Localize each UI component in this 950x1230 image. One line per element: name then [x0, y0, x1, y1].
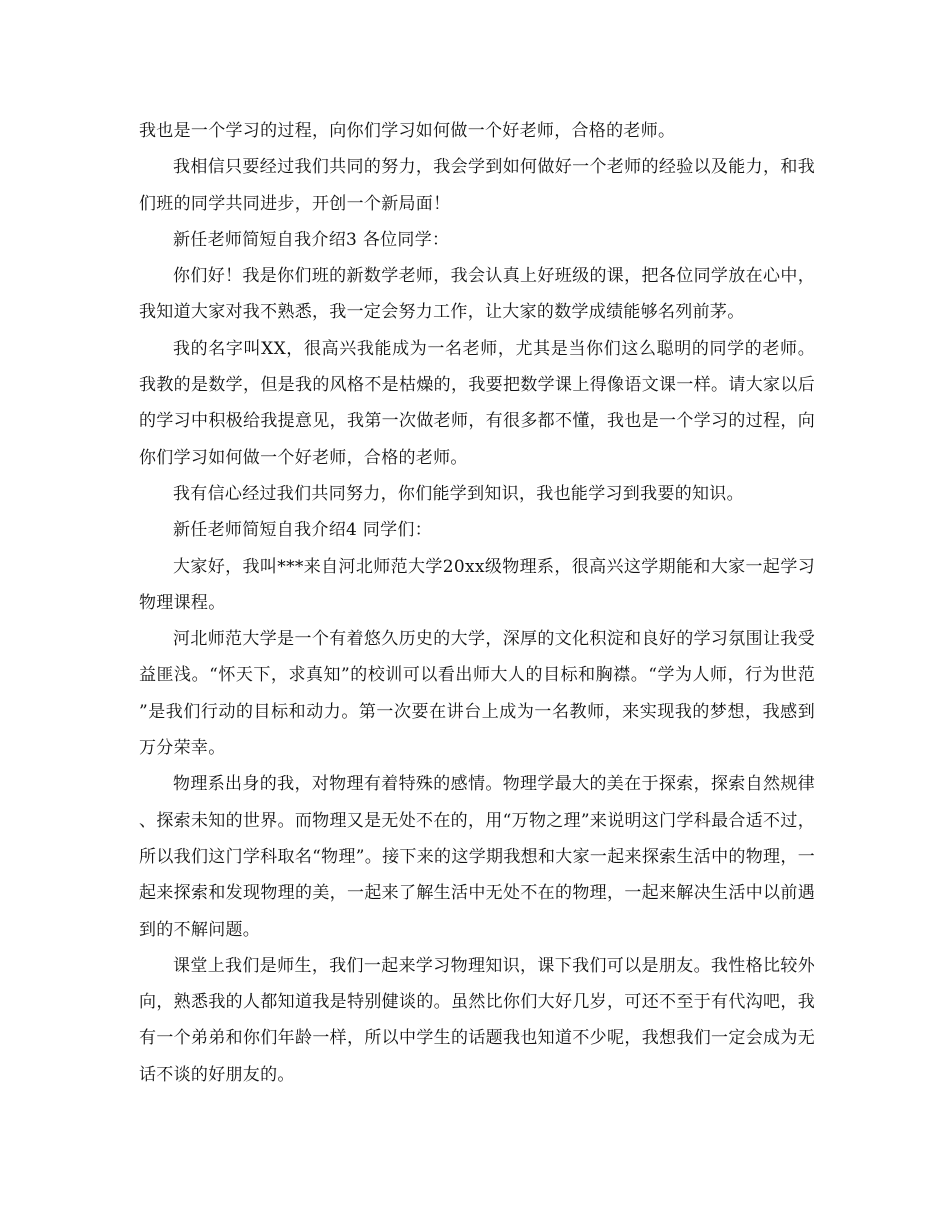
paragraph-11: 课堂上我们是师生，我们一起来学习物理知识，课下我们可以是朋友。我性格比较外向，熟悉我的人都知道我是特别健谈的。虽然比你们大好几岁，可还不至于有代沟吧，我有一个弟弟和你们年龄一样，所以中学生的话题我也知道不少呢，我想我们一定会成为无话不谈的好朋友的。 [139, 955, 815, 1085]
paragraph-2: 我相信只要经过我们共同的努力，我会学到如何做好一个老师的经验以及能力，和我们班的同学共同进步，开创一个新局面！ [139, 157, 815, 214]
paragraph-10: 物理系出身的我，对物理有着特殊的感情。物理学最大的美在于探索，探索自然规律、探索未知的世界。而物理又是无处不在的，用“万物之理”来说明这门学科最合适不过，所以我们这门学科取名“物理”。接下来的这学期我想和大家一起来探索生活中的物理，一起来探索和发现物理的美，一起来了解生活中无处不在的物理，一起来解决生活中以前遇到的不解问题。 [139, 774, 815, 940]
document-body [139, 113, 815, 1093]
paragraph-6: 我有信心经过我们共同努力，你们能学到知识，我也能学习到我要的知识。 [173, 483, 744, 504]
paragraph-1: 我也是一个学习的过程，向你们学习如何做一个好老师，合格的老师。 [139, 121, 676, 141]
section-heading-3: 新任老师简短自我介绍3 各位同学： [173, 229, 450, 250]
section-heading-4: 新任老师简短自我介绍4 同学们： [173, 520, 433, 541]
paragraph-5: 我的名字叫XX，很高兴我能成为一名老师，尤其是当你们这么聪明的同学的老师。我教的是数学，但是我的风格不是枯燥的，我要把数学课上得像语文课一样。请大家以后的学习中积极给我提意见，我第一次做老师，有很多都不懂，我也是一个学习的过程，向你们学习如何做一个好老师，合格的老师。 [139, 338, 815, 468]
paragraph-4: 你们好！我是你们班的新数学老师，我会认真上好班级的课，把各位同学放在心中，我知道大家对我不熟悉，我一定会努力工作，让大家的数学成绩能够名列前茅。 [139, 266, 815, 323]
paragraph-9: 河北师范大学是一个有着悠久历史的大学，深厚的文化积淀和良好的学习氛围让我受益匪浅。“怀天下，求真知”的校训可以看出师大人的目标和胸襟。“学为人师，行为世范”是我们行动的目标和动力。第一次要在讲台上成为一名教师，来实现我的梦想，我感到万分荣幸。 [139, 629, 815, 759]
paragraph-8: 大家好，我叫***来自河北师范大学20xx级物理系，很高兴这学期能和大家一起学习物理课程。 [139, 556, 815, 613]
